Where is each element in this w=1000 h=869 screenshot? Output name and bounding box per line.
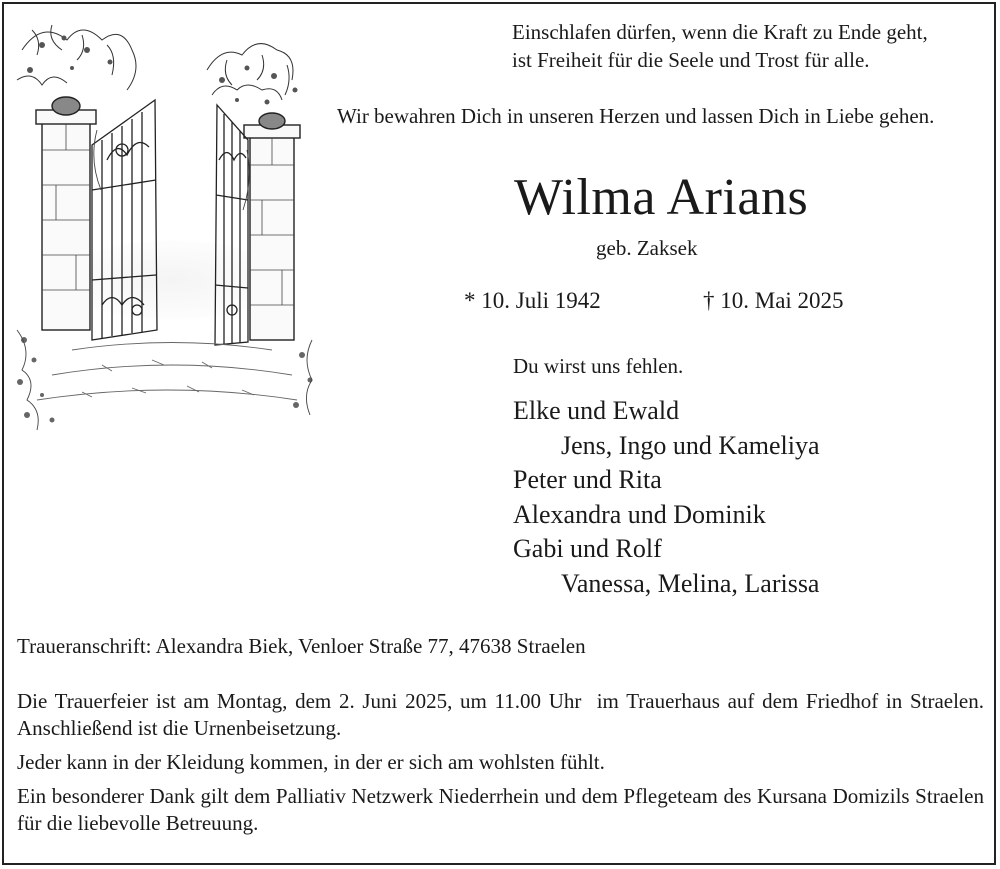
death-date: † 10. Mai 2025 (703, 288, 844, 313)
poem (512, 18, 928, 74)
garden-gate-illustration (12, 10, 320, 432)
poem-line-2: ist Freiheit für die Seele und Trost für alle. (512, 48, 870, 72)
farewell-line: Du wirst uns fehlen. (513, 354, 684, 378)
clothing-paragraph: Jeder kann in der Kleidung kommen, in der er sich am wohlsten fühlt. (17, 750, 605, 774)
birth-name: geb. Zaksek (596, 236, 698, 260)
mourner-entry: Peter und Rita (513, 465, 662, 494)
deceased-name: Wilma Arians (514, 169, 809, 226)
mourner-entry: Vanessa, Melina, Larissa (561, 568, 820, 598)
mourner-entry: Alexandra und Dominik (513, 499, 766, 529)
mourners-list (513, 394, 820, 601)
thanks-paragraph: Ein besonderer Dank gilt dem Palliativ Netzwerk Niederrhein und dem Pflegeteam des Kursana Domizils Straelen für die liebevolle Betreuung. (17, 784, 984, 835)
ceremony-paragraph: Die Trauerfeier ist am Montag, dem 2. Juni 2025, um 11.00 Uhr im Trauerhaus auf dem Friedhof in Straelen. Anschließend ist die Urnenbeisetzung. (17, 689, 989, 740)
mourning-address: Traueranschrift: Alexandra Biek, Venloer Straße 77, 47638 Straelen (17, 634, 586, 658)
birth-date: * 10. Juli 1942 (464, 288, 601, 313)
mourner-entry: Jens, Ingo und Kameliya (561, 430, 820, 460)
notice-details (17, 688, 989, 844)
motto: Wir bewahren Dich in unseren Herzen und lassen Dich in Liebe gehen. (337, 104, 935, 128)
mourner-entry: Gabi und Rolf (513, 534, 662, 563)
mourner-entry: Elke und Ewald (513, 396, 680, 425)
poem-line-1: Einschlafen dürfen, wenn die Kraft zu Ende geht, (512, 20, 928, 44)
